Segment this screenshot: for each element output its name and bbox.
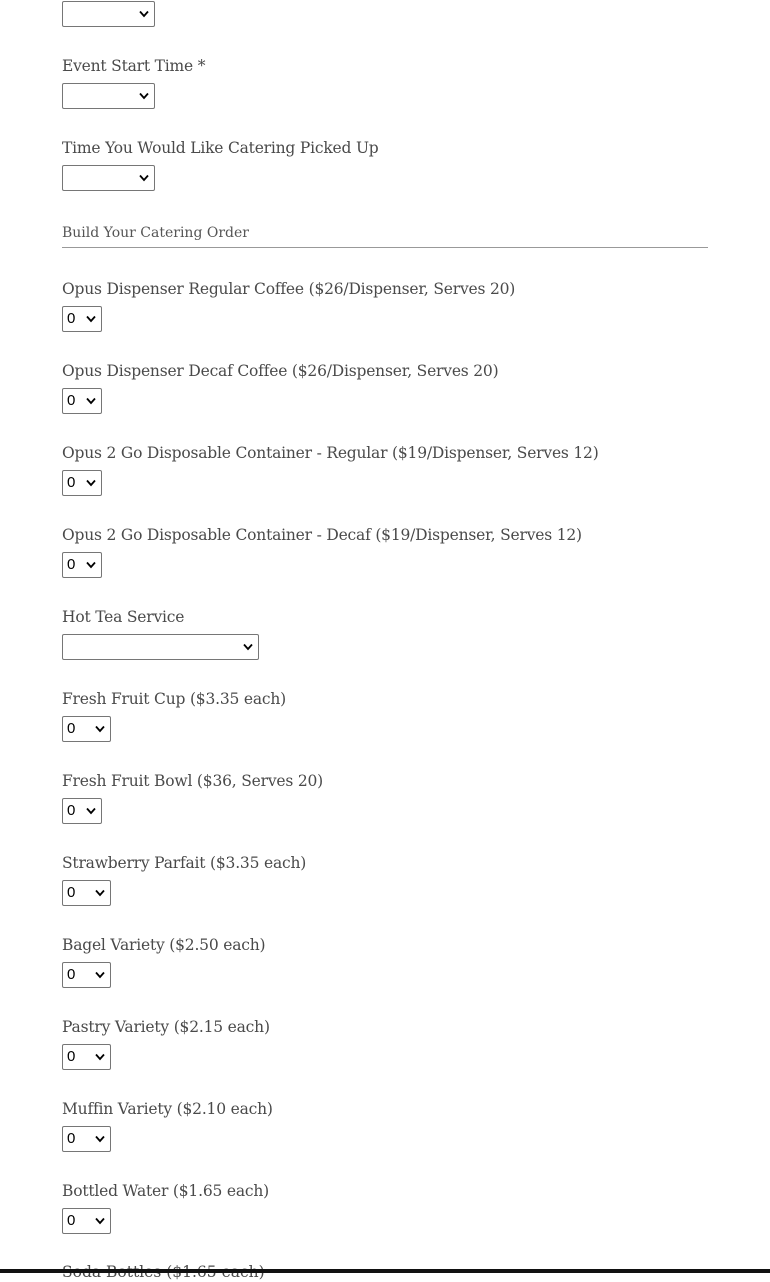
item-qty-value: 0 (67, 802, 76, 819)
item-bagel-qty-select[interactable] (62, 962, 111, 988)
chevron-down-icon (86, 561, 96, 569)
item-label: Opus Dispenser Regular Coffee ($26/Dispenser, Serves 20) (62, 280, 516, 298)
event-start-time-field (62, 56, 205, 76)
item-2go-regular-qty-select[interactable] (62, 470, 102, 496)
item-parfait-qty-select[interactable] (62, 880, 111, 906)
item-qty-value: 0 (67, 474, 76, 491)
chevron-down-icon (95, 725, 105, 733)
item-label: Opus 2 Go Disposable Container - Regular ($19/Dispenser, Serves 12) (62, 444, 599, 462)
item-fruit-cup-field (62, 689, 286, 709)
item-label: Fresh Fruit Cup ($3.35 each) (62, 690, 287, 708)
item-decaf-coffee-qty-select[interactable] (62, 388, 102, 414)
section-divider (62, 247, 708, 248)
pickup-time-select[interactable] (62, 165, 155, 191)
chevron-down-icon (86, 315, 96, 323)
item-regular-coffee-qty-select[interactable] (62, 306, 102, 332)
item-label: Bagel Variety ($2.50 each) (62, 936, 266, 954)
item-water-field (62, 1181, 269, 1201)
chevron-down-icon (95, 971, 105, 979)
item-qty-value: 0 (67, 556, 76, 573)
event-start-time-select[interactable] (62, 83, 155, 109)
item-qty-value: 0 (67, 720, 76, 737)
chevron-down-icon (95, 1135, 105, 1143)
chevron-down-icon (243, 643, 253, 651)
chevron-down-icon (95, 1053, 105, 1061)
item-parfait-field (62, 853, 306, 873)
item-2go-decaf-qty-select[interactable] (62, 552, 102, 578)
item-fruit-bowl-field (62, 771, 323, 791)
item-qty-value: 0 (67, 1048, 76, 1065)
chevron-down-icon (86, 807, 96, 815)
item-2go-regular-field (62, 443, 599, 463)
item-label: Opus 2 Go Disposable Container - Decaf ($19/Dispenser, Serves 12) (62, 526, 582, 544)
item-regular-coffee-field (62, 279, 515, 299)
item-bagel-field (62, 935, 265, 955)
item-label: Muffin Variety ($2.10 each) (62, 1100, 273, 1118)
pickup-time-label: Time You Would Like Catering Picked Up (62, 139, 379, 157)
chevron-down-icon (139, 10, 149, 18)
pickup-time-field (62, 138, 379, 158)
chevron-down-icon (95, 1217, 105, 1225)
item-qty-value: 0 (67, 966, 76, 983)
chevron-down-icon (86, 397, 96, 405)
chevron-down-icon (95, 889, 105, 897)
item-fruit-cup-qty-select[interactable] (62, 716, 111, 742)
item-label: Bottled Water ($1.65 each) (62, 1182, 269, 1200)
event-start-time-label: Event Start Time * (62, 57, 206, 75)
item-muffin-qty-select[interactable] (62, 1126, 111, 1152)
item-qty-value: 0 (67, 884, 76, 901)
section-title: Build Your Catering Order (62, 225, 249, 241)
item-qty-value: 0 (67, 1212, 76, 1229)
item-label: Fresh Fruit Bowl ($36, Serves 20) (62, 772, 324, 790)
item-hot-tea-field (62, 607, 184, 627)
chevron-down-icon (139, 174, 149, 182)
chevron-down-icon (86, 479, 96, 487)
item-label: Hot Tea Service (62, 608, 185, 626)
item-decaf-coffee-field (62, 361, 498, 381)
item-water-qty-select[interactable] (62, 1208, 111, 1234)
item-label: Pastry Variety ($2.15 each) (62, 1018, 270, 1036)
bottom-bar (0, 1269, 770, 1273)
item-qty-value: 0 (67, 1130, 76, 1147)
item-pastry-field (62, 1017, 270, 1037)
item-muffin-field (62, 1099, 273, 1119)
item-hot-tea-select[interactable] (62, 634, 259, 660)
item-qty-value: 0 (67, 392, 76, 409)
item-2go-decaf-field (62, 525, 582, 545)
event-date-select[interactable] (62, 1, 155, 27)
item-fruit-bowl-qty-select[interactable] (62, 798, 102, 824)
chevron-down-icon (139, 92, 149, 100)
item-pastry-qty-select[interactable] (62, 1044, 111, 1070)
item-label: Strawberry Parfait ($3.35 each) (62, 854, 307, 872)
item-qty-value: 0 (67, 310, 76, 327)
item-label: Opus Dispenser Decaf Coffee ($26/Dispenser, Serves 20) (62, 362, 499, 380)
